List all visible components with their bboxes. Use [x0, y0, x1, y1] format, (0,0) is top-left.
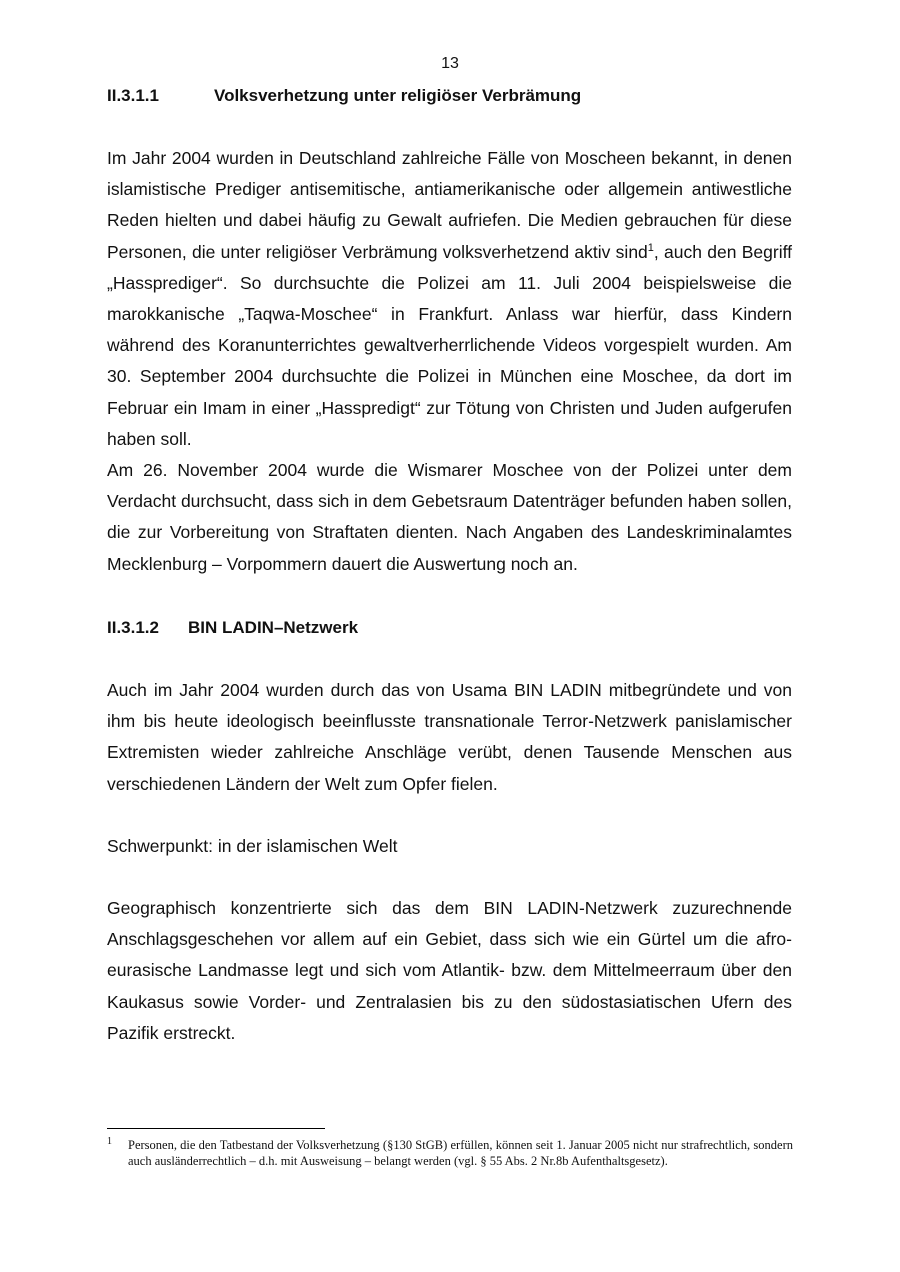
section-number: II.3.1.1: [107, 86, 159, 105]
paragraph: Auch im Jahr 2004 wurden durch das von Usama BIN LADIN mitbegründete und von ihm bis heute ideologisch beeinflusste transnationale Terror-Netzwerk panislamischer Extremisten wieder zahlreiche Anschläge verübt, denen Tausende Menschen aus verschiedenen Ländern der Welt zum Opfer fielen.: [107, 680, 792, 794]
section-2-body: [107, 675, 792, 1049]
subheading: Schwerpunkt: in der islamischen Welt: [107, 835, 398, 856]
paragraph: [107, 143, 792, 455]
paragraph: Geographisch konzentrierte sich das dem BIN LADIN-Netzwerk zuzurechnende Anschlagsgeschehen vor allem auf ein Gebiet, dass sich wie ein Gürtel um die afro-eurasische Landmasse legt und sich vom Atlantik- bzw. dem Mittelmeerraum über den Kaukasus sowie Vorder- und Zentralasien bis zu den südostasiatischen Ufern des Pazifik erstreckt.: [107, 898, 792, 1043]
paragraph: Am 26. November 2004 wurde die Wismarer Moschee von der Polizei unter dem Verdacht durchsucht, dass sich in dem Gebetsraum Datenträger befunden haben sollen, die zur Vorbereitung von Straftaten dienten. Nach Angaben des Landeskriminalamtes Mecklenburg – Vorpommern dauert die Auswertung noch an.: [107, 460, 792, 574]
section-number: II.3.1.2: [107, 618, 159, 637]
page-number: 13: [441, 55, 459, 72]
footnote-reference[interactable]: 1: [647, 241, 654, 254]
section-heading-2: [107, 618, 358, 638]
footnote-mark: 1: [107, 1136, 112, 1147]
paragraph-text: , auch den Begriff „Hassprediger“. So durchsuchte die Polizei am 11. Juli 2004 beispielsweise die marokkanische „Taqwa-Moschee“ in Frankfurt. Anlass war hierfür, dass Kindern während des Koranunterrichtes gewaltverherrlichende Videos vorgespielt wurden. Am 30. September 2004 durchsuchte die Polizei in München eine Moschee, da dort im Februar ein Imam in einer „Hasspredigt“ zur Tötung von Christen und Juden aufgerufen haben soll.: [107, 241, 793, 449]
footnote-text: Personen, die den Tatbestand der Volksverhetzung (§130 StGB) erfüllen, können seit 1. Januar 2005 nicht nur strafrechtlich, sondern auch ausländerrechtlich – d.h. mit Ausweisung – belangt werden (vgl. § 55 Abs. 2 Nr.8b Aufenthaltsgesetz).: [128, 1138, 793, 1168]
footnote: [107, 1137, 793, 1169]
section-heading-1: [107, 86, 581, 106]
section-title: BIN LADIN–Netzwerk: [188, 618, 359, 637]
section-1-body: [107, 143, 792, 580]
section-title: Volksverhetzung unter religiöser Verbrämung: [214, 86, 582, 105]
paragraph-text: Im Jahr 2004 wurden in Deutschland zahlreiche Fälle von Moscheen bekannt, in denen islamistische Prediger antisemitische, antiamerikanische oder allgemein antiwestliche Reden hielten und dabei häufig zu Gewalt aufriefen. Die Medien gebrauchen für diese Personen, die unter religiöser Verbrämung volksverhetzend aktiv sind: [107, 148, 792, 262]
footnote-divider: [107, 1128, 325, 1129]
